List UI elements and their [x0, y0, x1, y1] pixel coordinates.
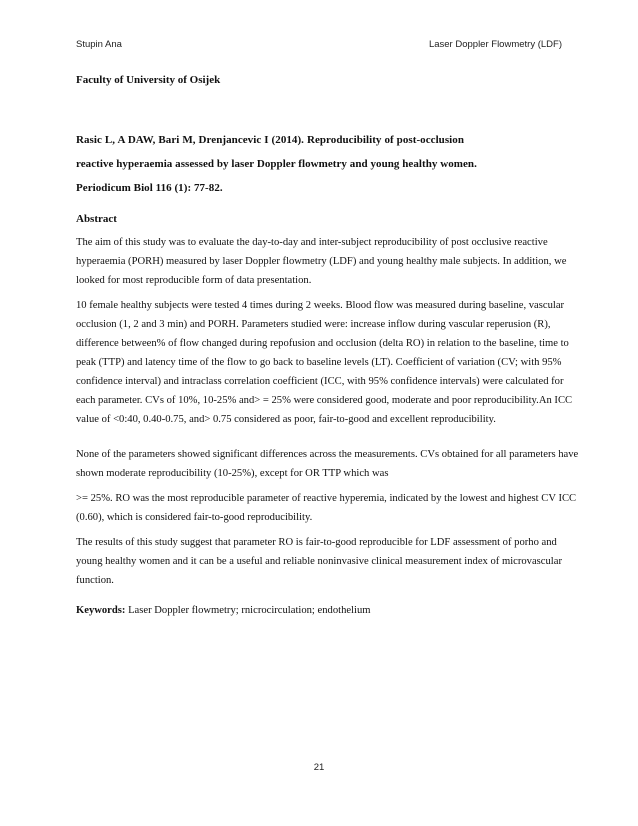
text-line: 10 female healthy subjects were tested 4 times during 2 weeks. Blood flow was measured during baseline, vascular	[76, 300, 565, 311]
main-content	[76, 72, 579, 620]
abstract-paragraph-4	[76, 489, 577, 527]
text-line: each parameter. CVs of 10%, 10-25% and> = 25% were considered good, moderate and poor reproducibility.An ICC	[76, 395, 573, 406]
text-line: shown moderate reproducibility (10-25%), except for OR TTP which was	[76, 468, 389, 479]
page-number: 21	[313, 762, 325, 773]
text-line: young healthy women and it can be a useful and reliable noninvasive clinical measurement index of microvascular	[76, 556, 562, 567]
abstract-paragraph-2	[76, 296, 573, 429]
abstract-paragraph-5	[76, 533, 566, 590]
keywords-text: Laser Doppler flowmetry; rnicrocirculation; endothelium	[125, 605, 371, 616]
text-line: hyperaemia (PORH) measured by laser Doppler flowmetry (LDF) and young healthy male subjects. In addition, we	[76, 256, 567, 267]
citation-line-1: Rasic L, A DAW, Bari M, Drenjancevic I (2014). Reproducibility of post-occlusion	[76, 134, 464, 146]
header-author: Stupin Ana	[76, 39, 122, 50]
header-title: Laser Doppler Flowmetry (LDF)	[428, 39, 562, 50]
text-line: peak (TTP) and latency time of the flow to go back to baseline levels (LT). Coefficient of variation (CV; with 95%	[76, 357, 562, 368]
faculty-heading: Faculty of University of Osijek	[76, 74, 221, 86]
keywords	[76, 601, 566, 620]
citation	[76, 128, 566, 200]
text-line: (0.60), which is considered fair-to-good reproducibility.	[76, 512, 313, 523]
text-line: difference between% of flow changed during repofusion and occlusion (delta RO) in relation to the baseline, time to	[76, 338, 569, 349]
text-line: >= 25%. RO was the most reproducible parameter of reactive hyperemia, indicated by the lowest and highest CV ICC	[76, 493, 577, 504]
running-header	[76, 39, 562, 53]
text-line: The aim of this study was to evaluate the day-to-day and inter-subject reproducibility of post occlusive reactive	[76, 237, 548, 248]
text-line: confidence interval) and intraclass correlation coefficient (ICC, with 95% confidence intervals) were calculated for	[76, 376, 564, 387]
text-line: looked for most reproducible form of data presentation.	[76, 275, 312, 286]
text-line: occlusion (1, 2 and 3 min) and PORH. Parameters studied were: increase inflow during vascular reperusion (R),	[76, 319, 551, 330]
text-line: The results of this study suggest that parameter RO is fair-to-good reproducible for LDF assessment of porho and	[76, 537, 557, 548]
citation-line-2: reactive hyperaemia assessed by laser Doppler flowmetry and young healthy women.	[76, 158, 477, 170]
keywords-label: Keywords:	[76, 605, 126, 616]
text-line: function.	[76, 575, 114, 586]
abstract-paragraph-3	[76, 445, 579, 483]
text-line: None of the parameters showed significant differences across the measurements. CVs obtained for all parameters have	[76, 449, 579, 460]
abstract-heading: Abstract	[76, 213, 117, 225]
text-line: value of <0:40, 0.40-0.75, and> 0.75 considered as poor, fair-to-good and excellent reproducibility.	[76, 414, 496, 425]
citation-line-3: Periodicum Biol 116 (1): 77-82.	[76, 182, 223, 194]
abstract-paragraph-1	[76, 233, 566, 290]
